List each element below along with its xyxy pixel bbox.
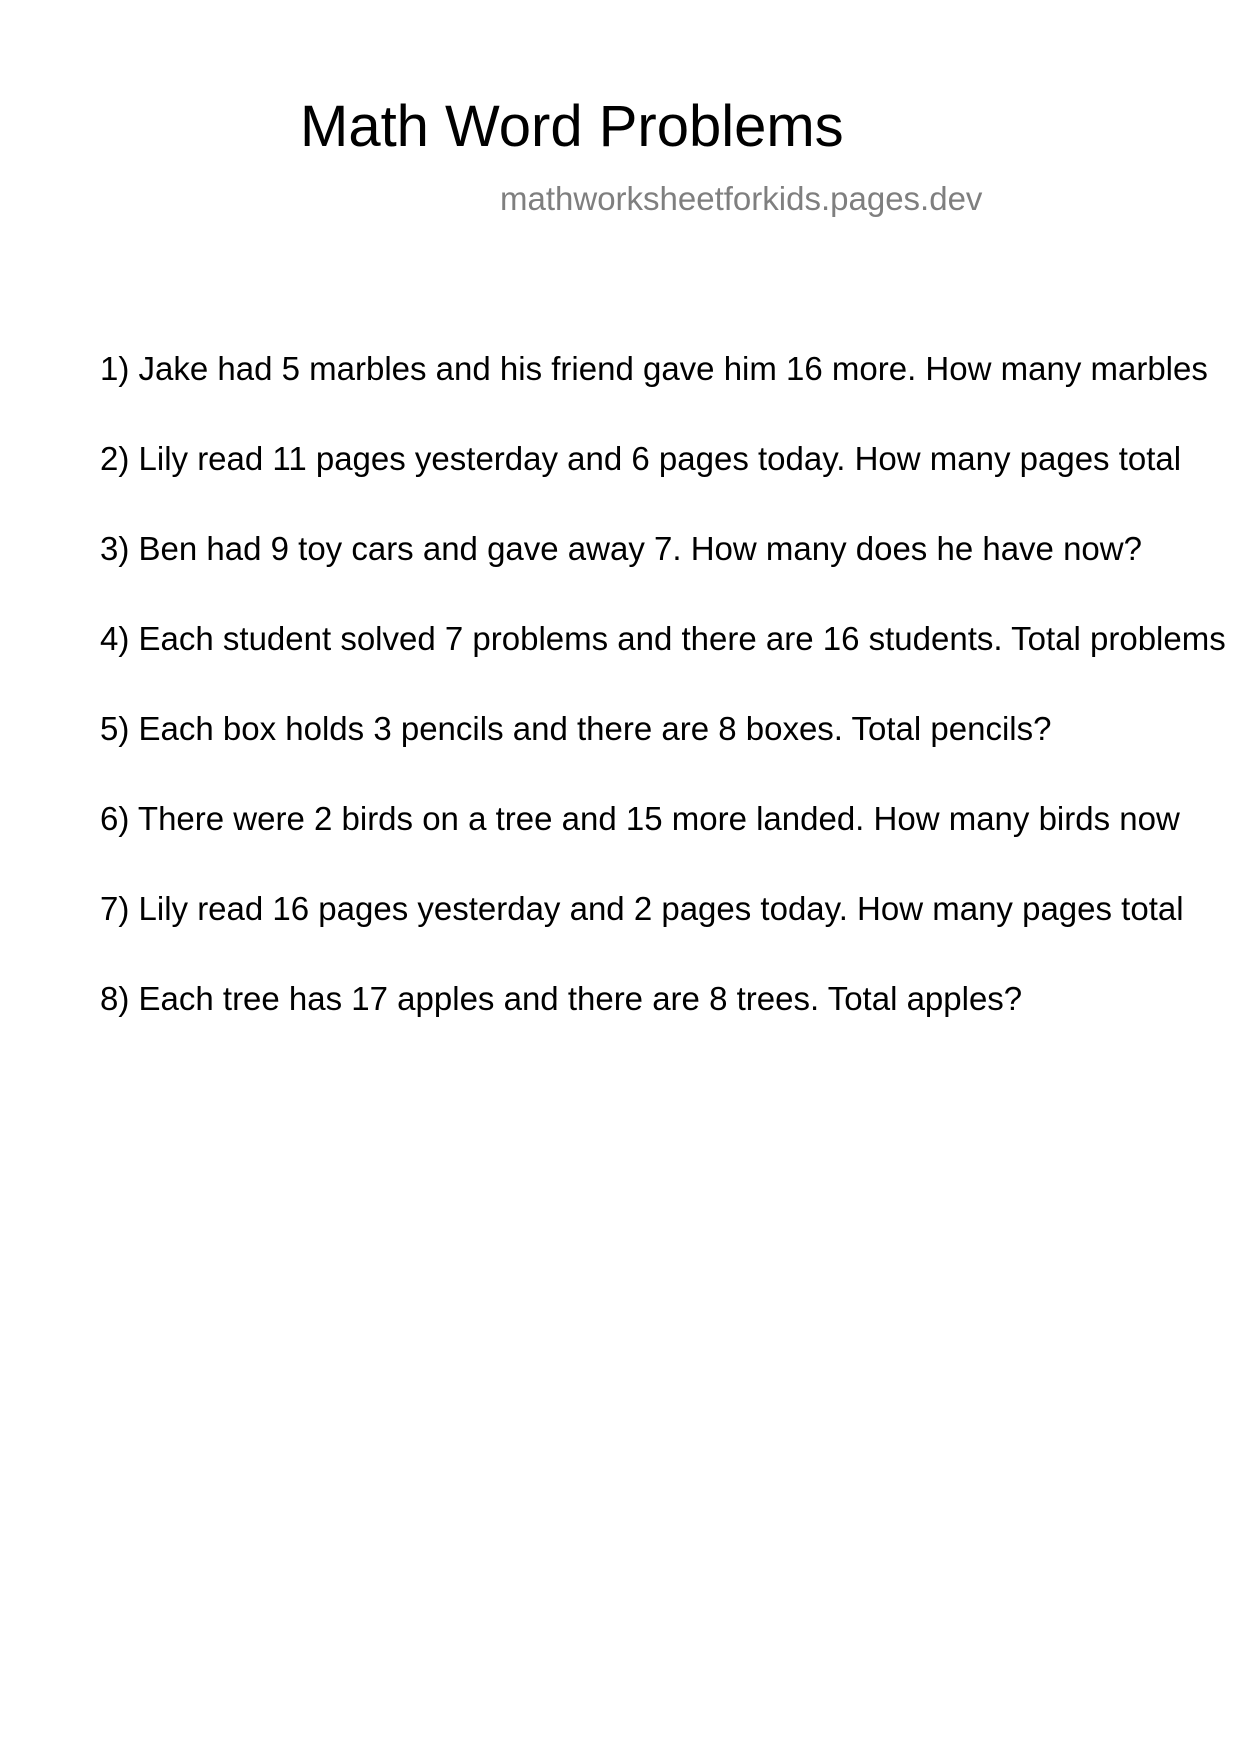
problem-2: 2) Lily read 11 pages yesterday and 6 pages today. How many pages total bbox=[100, 440, 1182, 477]
problem-5: 5) Each box holds 3 pencils and there are 8 boxes. Total pencils? bbox=[100, 710, 1052, 747]
problem-7: 7) Lily read 16 pages yesterday and 2 pages today. How many pages total bbox=[100, 890, 1184, 927]
page-title: Math Word Problems bbox=[300, 94, 844, 159]
problem-1: 1) Jake had 5 marbles and his friend gave him 16 more. How many marbles bbox=[100, 350, 1208, 387]
problem-3: 3) Ben had 9 toy cars and gave away 7. How many does he have now? bbox=[100, 530, 1142, 567]
site-url: mathworksheetforkids.pages.dev bbox=[500, 180, 983, 217]
problem-4: 4) Each student solved 7 problems and there are 16 students. Total problems bbox=[100, 620, 1226, 657]
problem-6: 6) There were 2 birds on a tree and 15 more landed. How many birds now bbox=[100, 800, 1180, 837]
problem-8: 8) Each tree has 17 apples and there are 8 trees. Total apples? bbox=[100, 980, 1023, 1017]
problem-list bbox=[100, 349, 1240, 1069]
